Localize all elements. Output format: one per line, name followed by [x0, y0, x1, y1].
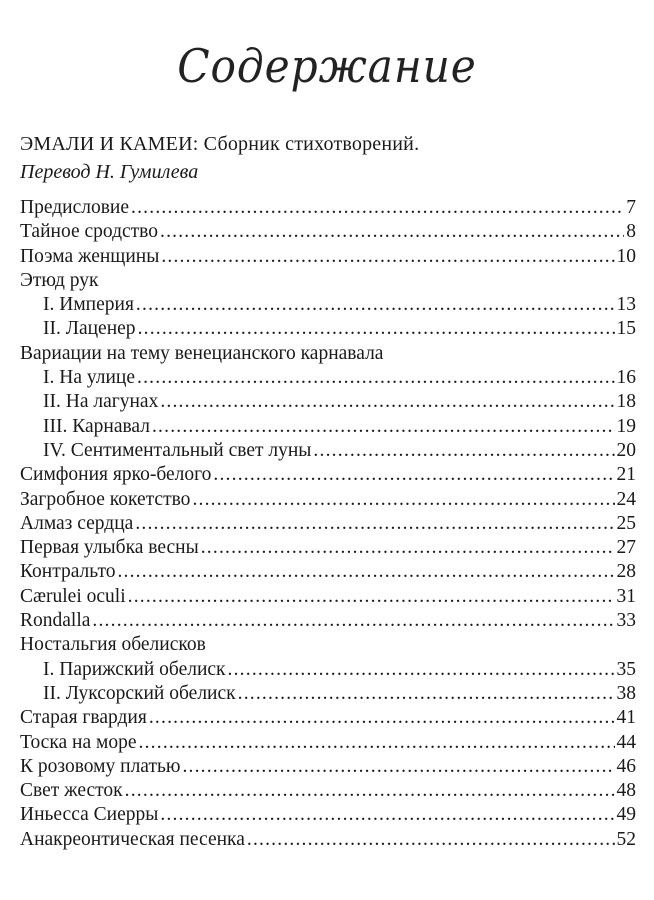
toc-entry[interactable]	[20, 706, 636, 730]
toc-leader-dots	[137, 366, 614, 390]
toc-entry[interactable]	[20, 803, 636, 827]
toc-leader-dots	[213, 463, 614, 487]
toc-entry[interactable]	[20, 512, 636, 536]
toc-leader-dots	[313, 439, 614, 463]
toc-entry-title: Тоска на море	[20, 731, 137, 753]
toc-leader-dots	[131, 196, 624, 220]
toc-entry[interactable]	[20, 609, 636, 633]
collection-translator: Перевод Н. Гумилева	[20, 161, 199, 183]
toc-entry[interactable]	[20, 245, 636, 269]
toc-leader-dots	[238, 682, 615, 706]
toc-leader-dots	[117, 560, 614, 584]
toc-entry-page: 16	[616, 367, 636, 389]
toc-entry-title: Вариации на тему венецианского карнавала	[20, 342, 384, 364]
toc-entry-title: Этюд рук	[20, 269, 99, 291]
toc-entry-title: Cærulei oculi	[20, 585, 126, 607]
toc-leader-dots	[125, 779, 615, 803]
table-of-contents	[20, 196, 636, 852]
toc-entry[interactable]	[20, 536, 636, 560]
toc-entry-page: 44	[616, 731, 636, 753]
toc-section-heading	[20, 633, 636, 657]
toc-subentry[interactable]	[20, 658, 636, 682]
toc-entry[interactable]	[20, 488, 636, 512]
toc-leader-dots	[138, 317, 615, 341]
toc-entry-title: III. Карнавал	[43, 415, 150, 437]
toc-entry-page: 38	[616, 682, 636, 704]
toc-entry-title: Ностальгия обелисков	[20, 634, 206, 656]
toc-entry-page: 33	[616, 610, 636, 632]
toc-entry-page: 27	[616, 537, 636, 559]
page-title: Содержание	[177, 39, 477, 93]
collection-heading: ЭМАЛИ И КАМЕИ: Сборник стихотворений.	[20, 133, 420, 155]
toc-entry-title: I. На улице	[43, 367, 136, 389]
toc-entry-page: 46	[616, 755, 636, 777]
toc-leader-dots	[161, 245, 614, 269]
toc-entry[interactable]	[20, 220, 636, 244]
toc-entry-title: Алмаз сердца	[20, 512, 134, 534]
toc-leader-dots	[247, 828, 615, 852]
toc-entry-title: Иньесса Сиерры	[20, 804, 159, 826]
toc-subentry[interactable]	[20, 390, 636, 414]
toc-subentry[interactable]	[20, 366, 636, 390]
toc-entry[interactable]	[20, 828, 636, 852]
toc-leader-dots	[228, 658, 615, 682]
toc-entry-title: Тайное сродство	[20, 221, 158, 243]
toc-leader-dots	[160, 390, 614, 414]
collection-header	[20, 130, 640, 186]
toc-leader-dots	[192, 488, 614, 512]
toc-entry[interactable]	[20, 196, 636, 220]
toc-entry-title: Контральто	[20, 561, 116, 583]
toc-entry-page: 13	[616, 294, 636, 316]
toc-entry[interactable]	[20, 779, 636, 803]
toc-entry-page: 52	[616, 828, 636, 850]
toc-entry-page: 35	[616, 658, 636, 680]
toc-section-heading	[20, 342, 636, 366]
toc-leader-dots	[149, 706, 615, 730]
toc-entry-title: Старая гвардия	[20, 707, 147, 729]
toc-entry-page: 28	[616, 561, 636, 583]
toc-entry-page: 31	[616, 585, 636, 607]
toc-subentry[interactable]	[20, 415, 636, 439]
toc-entry-page: 49	[616, 804, 636, 826]
toc-entry[interactable]	[20, 585, 636, 609]
toc-entry-page: 18	[616, 391, 636, 413]
toc-leader-dots	[128, 585, 615, 609]
toc-entry-title: II. Луксорский обелиск	[43, 682, 236, 704]
toc-section-heading	[20, 269, 636, 293]
toc-leader-dots	[152, 415, 615, 439]
toc-entry-title: I. Империя	[43, 294, 134, 316]
toc-leader-dots	[92, 609, 614, 633]
toc-entry-page: 7	[626, 197, 636, 218]
toc-subentry[interactable]	[20, 317, 636, 341]
toc-entry-page: 25	[616, 512, 636, 534]
toc-entry-title: Загробное кокетство	[20, 488, 191, 510]
toc-entry-page: 20	[616, 439, 636, 461]
toc-entry-title: II. На лагунах	[43, 391, 159, 413]
toc-entry-title: Свет жесток	[20, 780, 123, 802]
toc-entry-page: 19	[616, 415, 636, 437]
toc-entry-page: 48	[616, 780, 636, 802]
toc-leader-dots	[160, 220, 624, 244]
toc-entry[interactable]	[20, 755, 636, 779]
toc-entry-title: Rondalla	[20, 610, 91, 632]
toc-entry-title: Анакреонтическая песенка	[20, 828, 245, 850]
toc-entry-page: 15	[616, 318, 636, 340]
toc-entry-page: 24	[616, 488, 636, 510]
toc-entry-page: 10	[616, 245, 636, 267]
toc-leader-dots	[201, 536, 615, 560]
toc-entry-title: Первая улыбка весны	[20, 537, 199, 559]
toc-leader-dots	[182, 755, 614, 779]
toc-entry-page: 21	[616, 464, 636, 486]
toc-leader-dots	[160, 803, 614, 827]
toc-leader-dots	[135, 512, 614, 536]
toc-entry-title: К розовому платью	[20, 755, 181, 777]
toc-entry[interactable]	[20, 463, 636, 487]
toc-entry-page: 41	[616, 707, 636, 729]
toc-entry[interactable]	[20, 731, 636, 755]
toc-leader-dots	[136, 293, 615, 317]
toc-entry-title: Предисловие	[20, 197, 130, 218]
toc-leader-dots	[139, 731, 615, 755]
toc-entry-title: IV. Сентиментальный свет луны	[43, 439, 312, 461]
toc-subentry[interactable]	[20, 293, 636, 317]
toc-subentry[interactable]	[20, 439, 636, 463]
toc-entry-title: II. Лаценер	[43, 318, 136, 340]
toc-entry-title: Поэма женщины	[20, 245, 160, 267]
toc-entry-page: 8	[626, 221, 636, 243]
toc-entry-title: I. Парижский обелиск	[43, 658, 226, 680]
toc-entry[interactable]	[20, 560, 636, 584]
toc-subentry[interactable]	[20, 682, 636, 706]
toc-entry-title: Симфония ярко-белого	[20, 464, 212, 486]
